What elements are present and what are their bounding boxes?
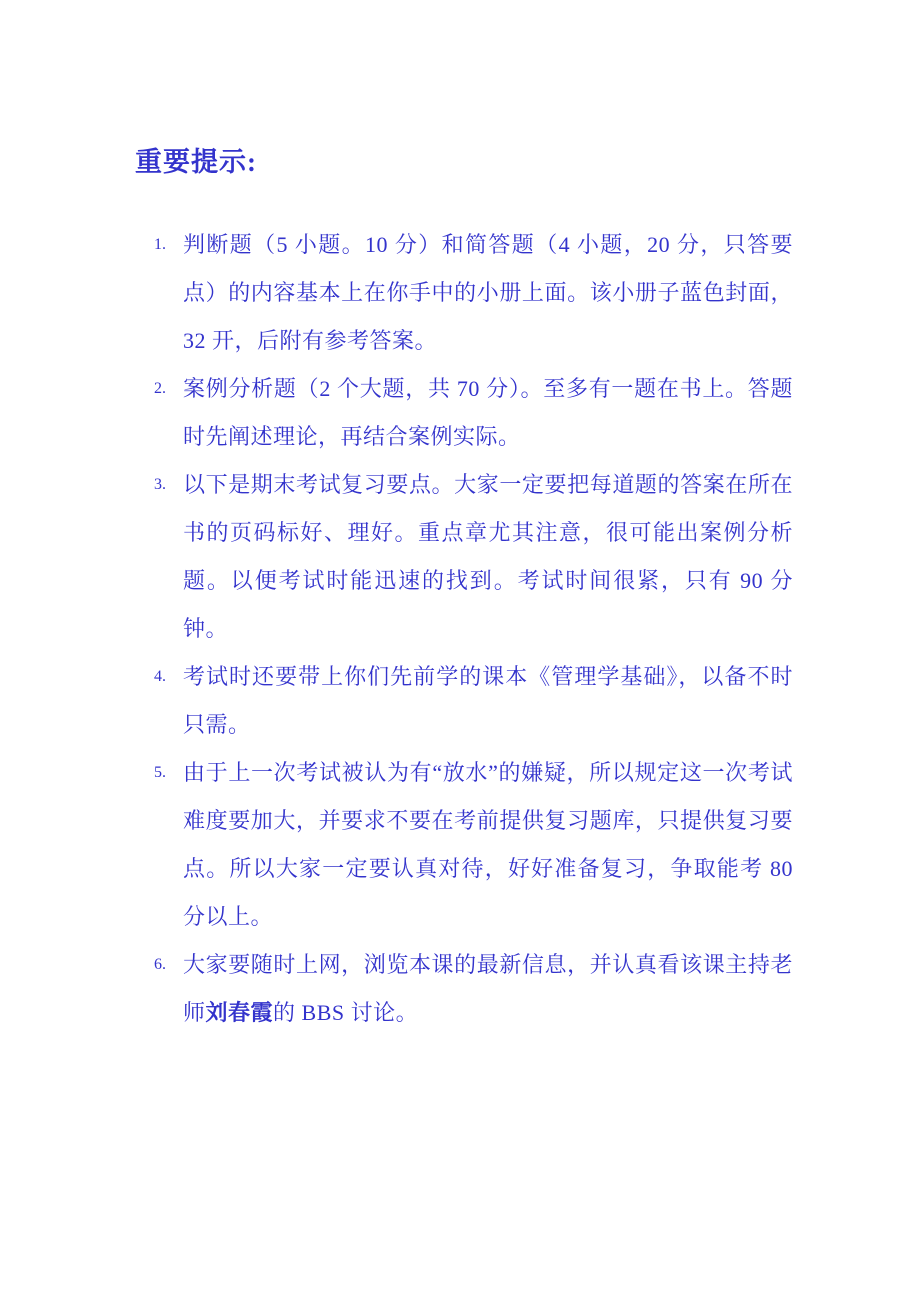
notice-item [135,749,793,941]
item-number: 2. [154,380,166,397]
item-text: 由于上一次考试被认为有“放水”的嫌疑，所以规定这一次考试难度要加大，并要求不要在考前提供复习题库，只提供复习要点。所以大家一定要认真对待，好好准备复习，争取能考 80 分以上。 [183,760,793,929]
notice-item [135,461,793,653]
item-text-after: 的 BBS 讨论。 [273,1000,419,1025]
item-text: 案例分析题（2 个大题，共 70 分）。至多有一题在书上。答题时先阐述理论，再结合案例实际。 [183,376,793,449]
notice-item [135,941,793,1037]
item-text: 考试时还要带上你们先前学的课本《管理学基础》，以备不时只需。 [183,664,793,737]
item-number: 4. [154,668,166,685]
item-text: 判断题（5 小题。10 分）和简答题（4 小题，20 分，只答要点）的内容基本上在你手中的小册上面。该小册子蓝色封面，32 开，后附有参考答案。 [183,232,793,353]
notice-item [135,365,793,461]
item-text: 以下是期末考试复习要点。大家一定要把每道题的答案在所在书的页码标好、理好。重点章尤其注意，很可能出案例分析题。以便考试时能迅速的找到。考试时间很紧，只有 90 分钟。 [183,472,793,641]
notice-item [135,221,793,365]
item-text [183,952,793,1025]
item-number: 3. [154,476,166,493]
teacher-name: 刘春霞 [205,1000,274,1025]
item-text-before: 大家要随时上网，浏览本课的最新信息，并认真看该课主持老师 [183,952,793,1025]
item-number: 5. [154,764,166,781]
notice-item [135,653,793,749]
notice-list [135,221,793,1037]
document-title: 重要提示: [135,147,257,177]
item-number: 6. [154,956,166,973]
item-number: 1. [154,236,166,253]
